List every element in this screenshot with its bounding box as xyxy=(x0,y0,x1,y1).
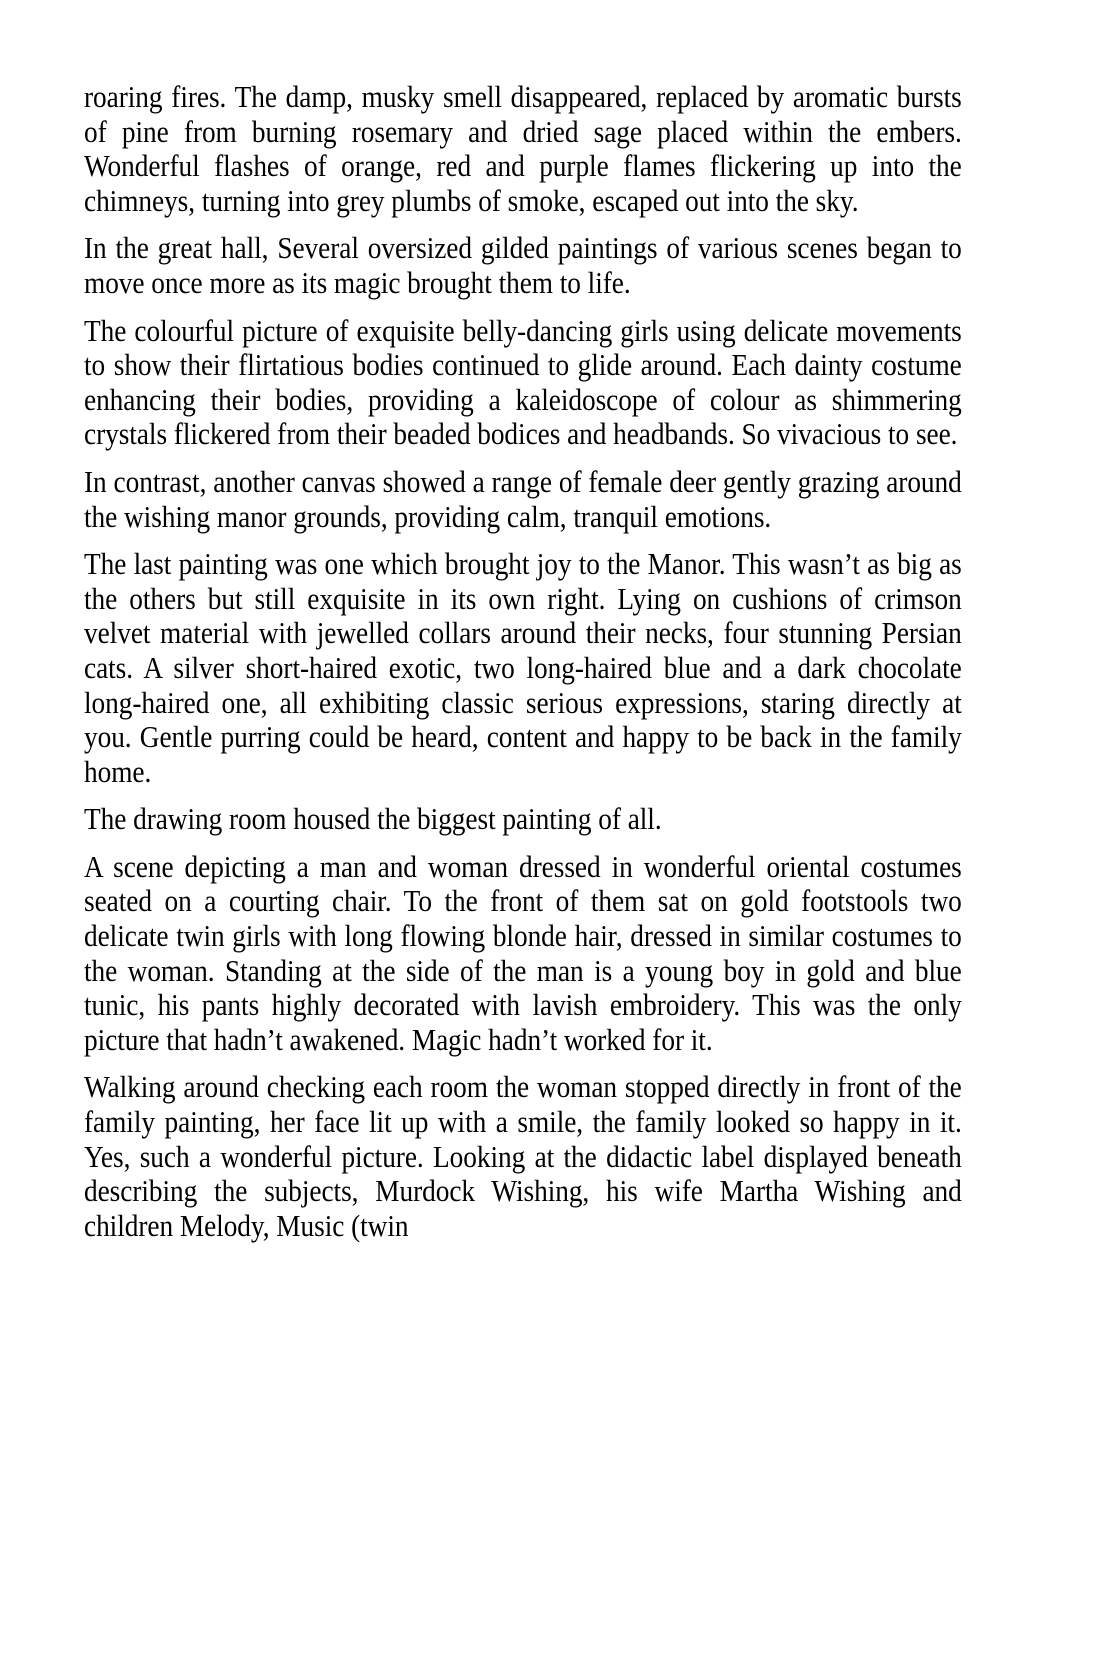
paragraph: The last painting was one which brought joy to the Manor. This wasn’t as big as the others but still exquisite in its own right. Lying on cushions of crimson velvet material with jewelled collars around their necks, four stunning Persian cats. A silver short-haired exotic, two long-haired blue and a dark chocolate long-haired one, all exhibiting classic serious expressions, staring directly at you. Gentle purring could be heard, content and happy to be back in the family home. xyxy=(84,547,962,789)
paragraph: The colourful picture of exquisite belly-dancing girls using delicate movements to show their flirtatious bodies continued to glide around. Each dainty costume enhancing their bodies, providing a kaleidoscope of colour as shimmering crystals flickered from their beaded bodices and headbands. So vivacious to see. xyxy=(84,313,962,452)
paragraph: The drawing room housed the biggest painting of all. xyxy=(84,802,662,837)
paragraph: In contrast, another canvas showed a range of female deer gently grazing around the wishing manor grounds, providing calm, tranquil emotions. xyxy=(84,464,962,534)
paragraph: Walking around checking each room the woman stopped directly in front of the family painting, her face lit up with a smile, the family looked so happy in it. Yes, such a wonderful picture. Looking at the didactic label displayed beneath describing the subjects, Murdock Wishing, his wife Martha Wishing and children Melody, Music (twin xyxy=(84,1070,962,1243)
paragraph: In the great hall, Several oversized gilded paintings of various scenes began to move once more as its magic brought them to life. xyxy=(84,231,962,300)
body-text-column xyxy=(84,80,962,1243)
paragraph: A scene depicting a man and woman dressed in wonderful oriental costumes seated on a courting chair. To the front of them sat on gold footstools two delicate twin girls with long flowing blonde hair, dressed in similar costumes to the woman. Standing at the side of the man is a young boy in gold and blue tunic, his pants highly decorated with lavish embroidery. This was the only picture that hadn’t awakened. Magic hadn’t worked for it. xyxy=(84,849,962,1057)
paragraph: roaring fires. The damp, musky smell disappeared, replaced by aromatic bursts of pine from burning rosemary and dried sage placed within the embers. Wonderful flashes of orange, red and purple flames flickering up into the chimneys, turning into grey plumbs of smoke, escaped out into the sky. xyxy=(84,80,962,218)
